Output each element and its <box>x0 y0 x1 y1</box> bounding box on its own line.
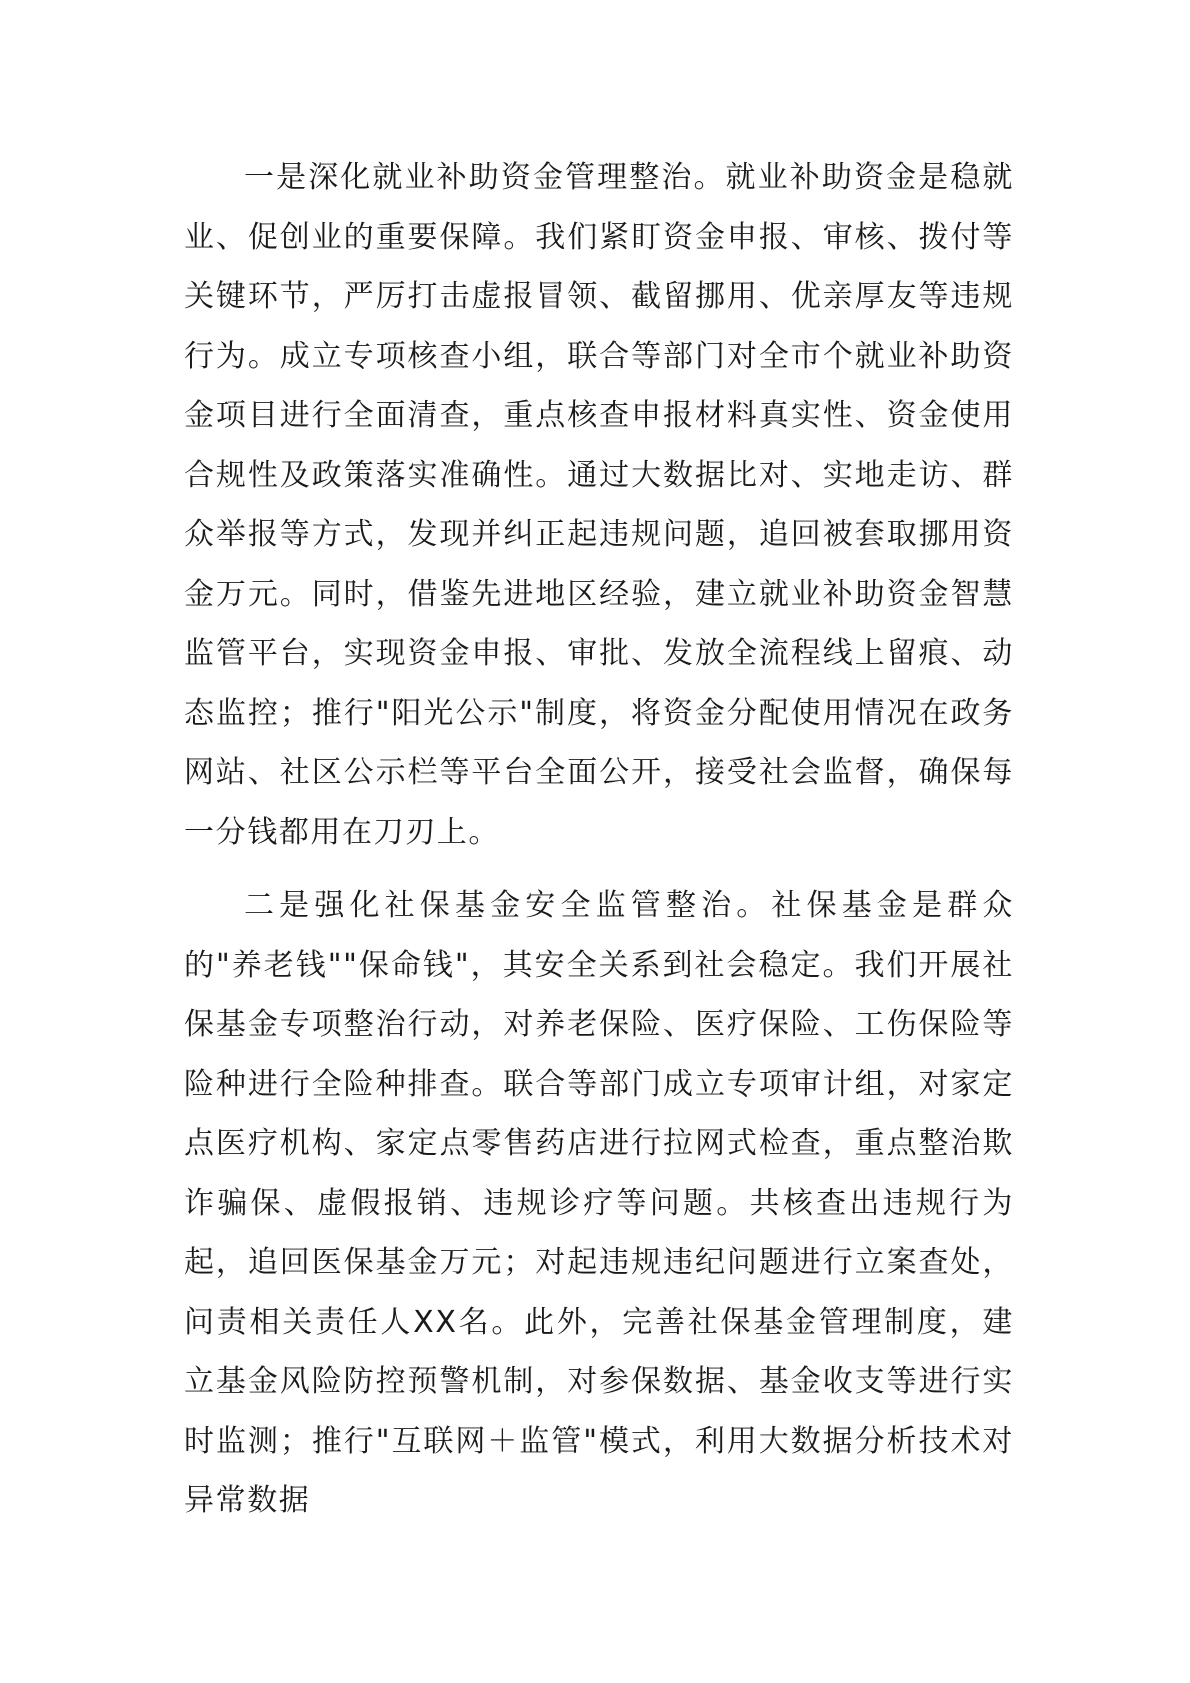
paragraph-social-security-fund: 二是强化社保基金安全监管整治。社保基金是群众的"养老钱""保命钱"，其安全关系到社会稳定。我们开展社保基金专项整治行动，对养老保险、医疗保险、工伤保险等险种进行全险种排查。联合等部门成立专项审计组，对家定点医疗机构、家定点零售药店进行拉网式检查，重点整治欺诈骗保、虚假报销、违规诊疗等问题。共核查出违规行为起，追回医保基金万元；对起违规违纪问题进行立案查处，问责相关责任人XX名。此外，完善社保基金管理制度，建立基金风险防控预警机制，对参保数据、基金收支等进行实时监测；推行"互联网＋监管"模式，利用大数据分析技术对异常数据 <box>184 888 1014 1518</box>
paragraph-employment-subsidy: 一是深化就业补助资金管理整治。就业补助资金是稳就业、促创业的重要保障。我们紧盯资金申报、审核、拨付等关键环节，严厉打击虚报冒领、截留挪用、优亲厚友等违规行为。成立专项核查小组，联合等部门对全市个就业补助资金项目进行全面清查，重点核查申报材料真实性、资金使用合规性及政策落实准确性。通过大数据比对、实地走访、群众举报等方式，发现并纠正起违规问题，追回被套取挪用资金万元。同时，借鉴先进地区经验，建立就业补助资金智慧监管平台，实现资金申报、审批、发放全流程线上留痕、动态监控；推行"阳光公示"制度，将资金分配使用情况在政务网站、社区公示栏等平台全面公开，接受社会监督，确保每一分钱都用在刀刃上。 <box>184 160 1014 850</box>
document-page <box>184 148 1014 1531</box>
